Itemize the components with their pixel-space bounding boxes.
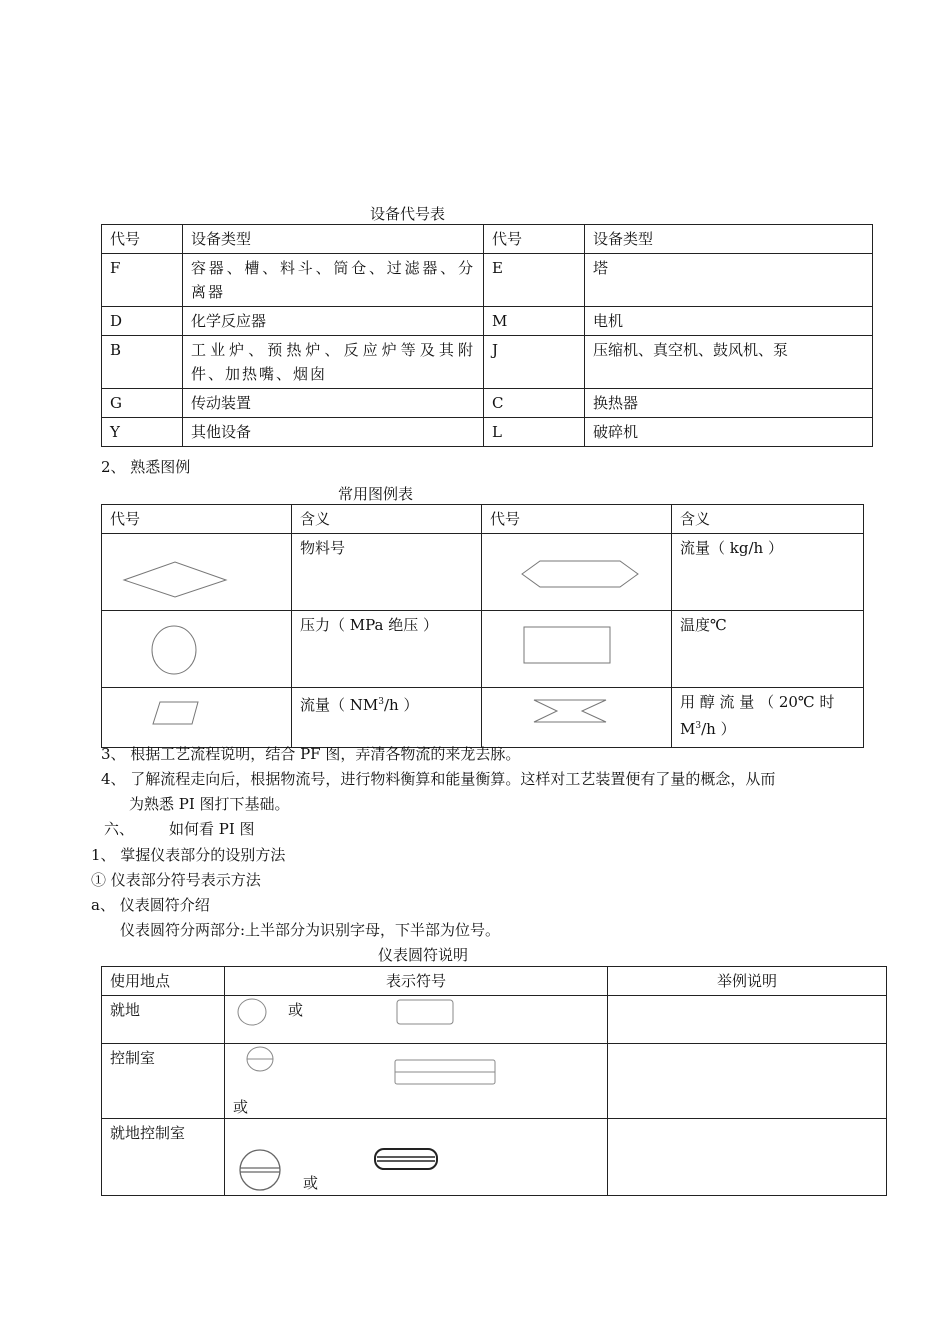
equipment-table-caption: 设备代号表 [370, 205, 446, 223]
cell-code: B [102, 336, 183, 389]
methanol-flow-line2 [680, 714, 855, 741]
cell-code: J [484, 336, 585, 389]
symbol-cell [482, 688, 672, 748]
subsection-a: a、 仪表圆符介绍 [91, 896, 210, 914]
header-location: 使用地点 [102, 967, 225, 996]
cell-code: E [484, 254, 585, 307]
control-room-circle-icon [243, 1046, 277, 1074]
or-label: 或 [288, 1001, 304, 1019]
cell-type: 塔 [585, 254, 873, 307]
location-cell: 控制室 [102, 1044, 225, 1119]
paragraph-3: 3、 根据工艺流程说明，结合 PF 图，弄清各物流的来龙去脉。 [101, 745, 521, 763]
section-2-heading: 2、 熟悉图例 [101, 458, 191, 476]
cell-type: 电机 [585, 307, 873, 336]
section-6-number: 六、 [104, 820, 135, 838]
cell-code: F [102, 254, 183, 307]
methanol-flow-suffix: /h ） [701, 720, 736, 738]
local-control-room-rect-icon [373, 1147, 441, 1173]
cell-code: D [102, 307, 183, 336]
cell-code: M [484, 307, 585, 336]
meaning-cell: 温度℃ [672, 611, 864, 688]
cell-type: 压缩机、真空机、鼓风机、泵 [585, 336, 873, 389]
header-code: 代号 [484, 225, 585, 254]
example-cell [608, 996, 887, 1044]
cell-type: 化学反应器 [183, 307, 484, 336]
methanol-flow-sup: 3 [695, 721, 702, 731]
symbol-cell [482, 534, 672, 611]
symbol-cell [482, 611, 672, 688]
section-6-title: 如何看 PI 图 [169, 820, 255, 838]
legend-table-caption: 常用图例表 [338, 485, 414, 503]
symbol-cell [102, 688, 292, 748]
subsection-1: 1、 掌握仪表部分的设别方法 [91, 846, 286, 864]
header-meaning: 含义 [292, 505, 482, 534]
cell-type: 破碎机 [585, 418, 873, 447]
meaning-cell [672, 688, 864, 748]
symbol-cell [225, 996, 608, 1044]
cell-type: 传动装置 [183, 389, 484, 418]
instrument-table-caption: 仪表圆符说明 [378, 946, 469, 964]
local-circle-icon [235, 998, 269, 1028]
location-cell: 就地 [102, 996, 225, 1044]
symbol-cell [225, 1119, 608, 1196]
symbol-cell [225, 1044, 608, 1119]
control-room-rect-icon [393, 1058, 499, 1088]
diamond-icon [102, 534, 292, 610]
header-example: 举例说明 [608, 967, 887, 996]
cell-code: G [102, 389, 183, 418]
meaning-cell [292, 688, 482, 748]
symbol-cell [102, 534, 292, 611]
header-meaning: 含义 [672, 505, 864, 534]
parallelogram-icon [102, 688, 292, 746]
methanol-flow-prefix: M [680, 720, 696, 738]
flow-nm3-suffix: /h ） [384, 696, 419, 714]
meaning-cell: 压力（ MPa 绝压 ） [292, 611, 482, 688]
cell-code: L [484, 418, 585, 447]
instrument-table [101, 966, 887, 1196]
hexagon-icon [482, 534, 672, 610]
location-cell: 就地控制室 [102, 1119, 225, 1196]
local-rounded-rect-icon [395, 998, 457, 1026]
or-label: 或 [233, 1098, 249, 1116]
cell-code: Y [102, 418, 183, 447]
equipment-table [101, 224, 873, 447]
subsection-a-text: 仪表圆符分两部分:上半部分为识别字母，下半部为位号。 [120, 921, 501, 939]
symbol-cell [102, 611, 292, 688]
header-type: 设备类型 [585, 225, 873, 254]
rectangle-icon [482, 611, 672, 687]
legend-table [101, 504, 864, 748]
paragraph-4-line1: 4、 了解流程走向后，根据物流号，进行物料衡算和能量衡算。这样对工艺装置便有了量的概念，从而 [101, 770, 776, 788]
cell-type: 其他设备 [183, 418, 484, 447]
header-code: 代号 [102, 505, 292, 534]
or-label: 或 [303, 1174, 319, 1192]
cell-code: C [484, 389, 585, 418]
example-cell [608, 1044, 887, 1119]
example-cell [608, 1119, 887, 1196]
header-type: 设备类型 [183, 225, 484, 254]
bowtie-icon [482, 688, 672, 746]
flow-nm3-sup: 3 [378, 697, 384, 707]
paragraph-4-line2: 为熟悉 PI 图打下基础。 [129, 795, 290, 813]
cell-type: 工业炉、预热炉、反应炉等及其附件、加热嘴、烟囱 [183, 336, 484, 389]
header-code: 代号 [482, 505, 672, 534]
meaning-cell: 物料号 [292, 534, 482, 611]
circle-icon [102, 611, 292, 687]
flow-nm3-prefix: 流量（ NM [300, 696, 379, 714]
subsection-1-1: ① 仪表部分符号表示方法 [91, 871, 261, 889]
cell-type: 容器、槽、料斗、筒仓、过滤器、分离器 [183, 254, 484, 307]
methanol-flow-line1: 用 醇 流 量 （ 20℃ 时 [680, 693, 835, 711]
local-control-room-circle-icon [237, 1147, 285, 1193]
cell-type: 换热器 [585, 389, 873, 418]
meaning-cell: 流量（ kg/h ） [672, 534, 864, 611]
header-code: 代号 [102, 225, 183, 254]
header-symbol: 表示符号 [225, 967, 608, 996]
